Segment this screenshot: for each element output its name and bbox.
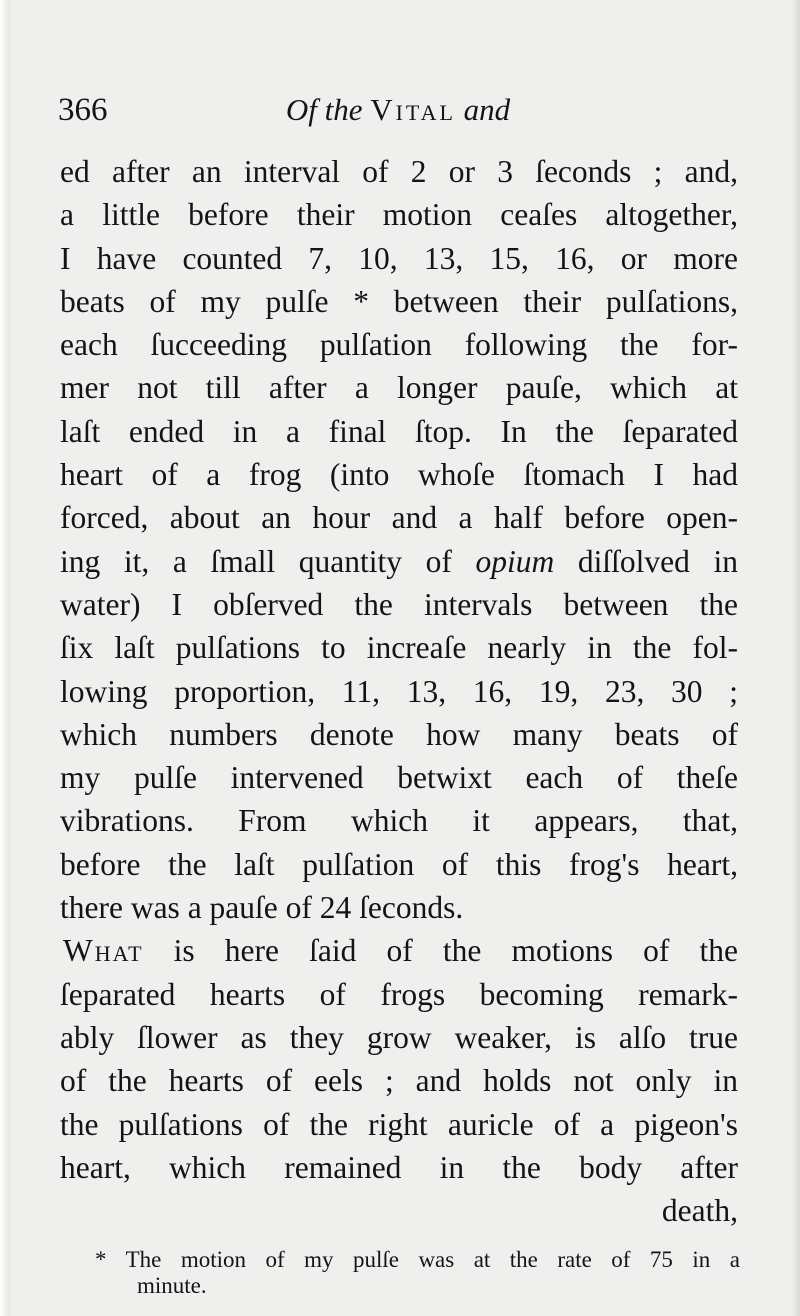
text-line-mixed: [60, 540, 738, 583]
text-line: heart of a frog (into whoſe ſtomach I had: [60, 457, 738, 493]
text-line: mer not till after a longer pauſe, which at: [60, 370, 738, 406]
text-line: beats of my pulſe * between their pulſations,: [60, 283, 738, 319]
running-head-prefix: Of the: [285, 92, 363, 127]
footnote-marker: *: [95, 1247, 107, 1272]
running-head-suffix: and: [463, 92, 511, 127]
text-segment: diſſolved in: [577, 543, 739, 579]
text-line: ſix laſt pulſations to increaſe nearly in the fol-: [60, 630, 738, 666]
text-line: ed after an interval of 2 or 3 ſeconds ; and,: [60, 154, 738, 189]
text-line: a little before their motion ceaſes altogether,: [60, 197, 738, 233]
paragraph-start-line: [60, 929, 738, 972]
text-line: lowing proportion, 11, 13, 16, 19, 23, 30 ;: [60, 673, 738, 709]
text-line: I have counted 7, 10, 13, 15, 16, or more: [60, 240, 738, 276]
text-line: before the laſt pulſation of this frog's heart,: [60, 846, 738, 882]
text-line: which numbers denote how many beats of: [60, 716, 738, 752]
text-line: heart, which remained in the body after: [60, 1149, 738, 1185]
footnote-text: The motion of my pulſe was at the rate of 75 in a: [125, 1247, 740, 1272]
page-edge-right: [792, 0, 800, 1316]
paragraph-lead-word: What: [63, 933, 144, 969]
text-line: my pulſe intervened betwixt each of theſe: [60, 760, 738, 796]
footnote-line-1: [95, 1247, 740, 1273]
text-line: vibrations. From which it appears, that,: [60, 803, 738, 839]
text-line: water) I obſerved the intervals between the: [60, 586, 738, 622]
italic-word: opium: [475, 543, 555, 579]
text-line: of the hearts of eels ; and holds not only in: [60, 1063, 738, 1099]
text-line: each ſucceeding pulſation following the for-: [60, 327, 738, 363]
text-line: forced, about an hour and a half before open-: [60, 500, 738, 536]
text-segment: is here ſaid of the motions of the: [173, 933, 739, 969]
text-segment: ing it, a ſmall quantity of: [60, 543, 452, 579]
footnote: [95, 1247, 740, 1299]
footnote-line-2: minute.: [137, 1273, 207, 1298]
text-line: laſt ended in a final ſtop. In the ſeparated: [60, 413, 738, 449]
body-text: [60, 150, 738, 1232]
text-line: there was a pauſe of 24 ſeconds.: [60, 890, 464, 926]
running-head-smallcaps: Vital: [370, 92, 456, 127]
page-number: 366: [58, 92, 108, 128]
page-edge-left: [0, 0, 10, 1316]
text-line: the pulſations of the right auricle of a pigeon's: [60, 1106, 738, 1142]
catchword: death,: [661, 1193, 738, 1229]
page-header: [58, 92, 738, 140]
text-line: ſeparated hearts of frogs becoming remark-: [60, 976, 738, 1012]
text-line: ably ſlower as they grow weaker, is alſo true: [60, 1019, 738, 1055]
running-head: [58, 92, 738, 128]
